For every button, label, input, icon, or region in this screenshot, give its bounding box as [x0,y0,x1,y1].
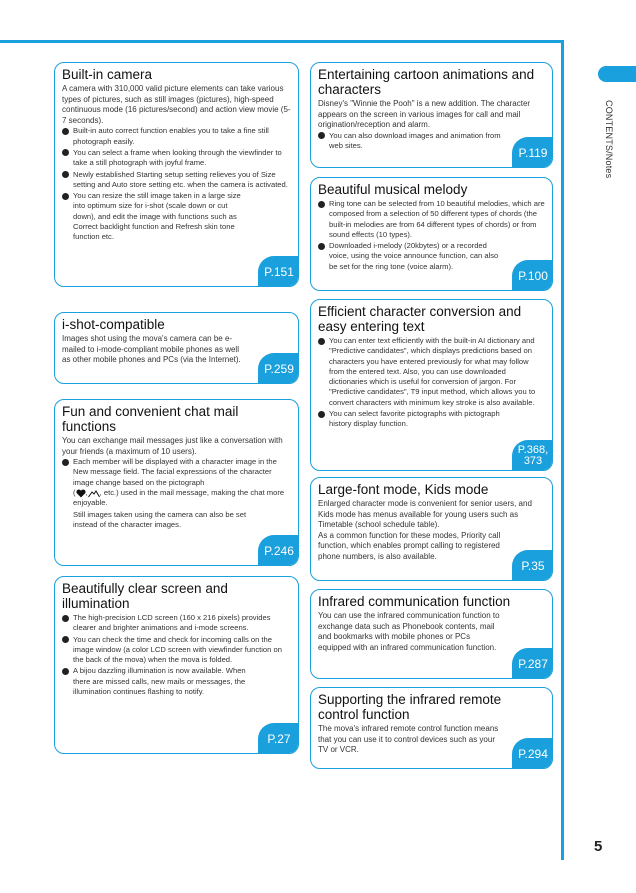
page-ref-badge[interactable]: P.246 [258,535,299,566]
page-ref-badge[interactable]: P.27 [258,723,299,754]
feature-bullet: You can also download images and animation from web sites. [318,131,545,152]
feature-box-chat-mail [54,399,299,566]
feature-bullet: Downloaded i-melody (20kbytes) or a recorded voice, using the voice announce function, can also be set for the ring tone (voice alarm). [318,241,545,272]
feature-bullet: You can enter text efficiently with the built-in AI dictionary and "Predictive candidates", which displays predictions based on characters you have entered previously for what may follow from the entered text. Also, you can use downloaded dictionaries which is useful for conversion of jargon. For "Predictive candidates", T9 input method, which allows you to convert characters with minimum key stroke is also available. [318,336,545,408]
feature-body: The mova's infrared remote control function means that you can use it to control devices such as your TV or VCR. [318,724,499,755]
feature-body: Enlarged character mode is convenient for senior users, and Kids mode has menus available for young users such as Timetable (school schedule table). [318,499,532,530]
bullet-icon [62,171,69,178]
page-ref-badge[interactable]: P.119 [512,137,553,168]
feature-title: Fun and convenient chat mail functions [62,404,239,434]
page-number: 5 [594,838,603,855]
feature-body: Images shot using the mova's camera can be e-mailed to i-mode-compliant mobile phones as well as other mobile phones and PCs (via the Internet). [62,334,241,365]
feature-bullet: Ring tone can be selected from 10 beautiful melodies, which are composed from a selection of 50 different types of chords (the built-in melodies are from 64 different types of chords) or from sound effects (10 types). [318,199,545,240]
feature-bullet: You can check the time and check for incoming calls on the image window (a color LCD screen with viewfinder function on the back of the mova) when the mova is folded. [62,635,291,666]
feature-box-infrared-communication [310,589,553,679]
page-ref-badge[interactable]: P.287 [512,648,553,679]
bullet-icon [62,459,69,466]
feature-title: Beautifully clear screen and illumination [62,581,228,611]
bullet-icon [62,128,69,135]
feature-body: You can exchange mail messages just like a conversation with your friends (a maximum of 10 users). [62,436,283,456]
feature-bullet: Built-in auto correct function enables you to take a fine still photograph easily. [62,126,291,147]
feature-bullet: You can select a frame when looking through the viewfinder to take a still photograph with joyful frame. [62,148,291,169]
feature-box-i-shot [54,312,299,384]
feature-bullet: A bijou dazzling illumination is now available. When there are missed calls, new mails or messages, the illumination continues flashing to notify. [62,666,291,697]
feature-bullet: Newly established Starting setup setting relieves you of Size setting and Auto store setting etc. when the camera is activated. [62,170,291,191]
feature-bullet: You can select favorite pictographs with pictograph history display function. [318,409,545,430]
bullet-icon [62,615,69,622]
feature-bullet: Each member will be displayed with a character image in the New message field. The facial expressions of the character image change based on the pictograph ( , , etc.) used in the mail message, making the chat more enjoyable. [62,457,291,508]
page-ref-badge[interactable]: P.259 [258,353,299,384]
bullet-icon [62,193,69,200]
bullet-icon [62,668,69,675]
page-ref-badge[interactable]: P.35 [512,550,553,581]
feature-note: Still images taken using the camera can also be set instead of the character images. [73,509,247,529]
feature-body: You can use the infrared communication function to exchange data such as Phonebook contents, mail and bookmarks with mobile phones or PCs equipped with an infrared communication function. [318,611,500,652]
bullet-icon [318,243,325,250]
feature-box-infrared-remote [310,687,553,769]
frame-right-rule [561,40,564,860]
page-ref-badge[interactable]: P.294 [512,738,553,769]
page-ref-badge[interactable]: P.100 [512,260,553,291]
feature-box-cartoon [310,62,553,168]
feature-box-clear-screen [54,576,299,754]
feature-title: Efficient character conversion and easy entering text [318,304,522,334]
feature-body: Disney's "Winnie the Pooh" is a new addition. The character appears on the screen in various images for call and mail origination/reception and alarm. [318,99,531,130]
feature-title: Built-in camera [62,67,153,82]
page-ref-badge[interactable]: P.151 [258,256,299,287]
feature-body: A camera with 310,000 valid picture elements can take various types of pictures, such as still images (pictures), high-speed continuous mode (16 pictures/second) and action view movie (5-7 seconds). [62,84,291,125]
feature-bullet: The high-precision LCD screen (160 x 216 pixels) provides clearer and brighter animations and i-mode screens. [62,613,291,634]
feature-box-melody [310,177,553,291]
bullet-icon [318,201,325,208]
bullet-icon [318,338,325,345]
bullet-icon [62,636,69,643]
feature-title: Entertaining cartoon animations and characters [318,67,535,97]
page-ref-badge[interactable]: P.368, 373 [512,440,553,471]
feature-body-2: As a common function for these modes, Priority call function, which enables prompt calling to registered phone numbers, is also available. [318,530,501,561]
feature-box-character-conversion [310,299,553,471]
feature-box-large-font [310,477,553,581]
feature-box-built-in-camera [54,62,299,287]
bullet-icon [62,149,69,156]
feature-title: i-shot-compatible [62,317,165,332]
mountain-icon [88,489,100,498]
feature-title: Infrared communication function [318,594,511,609]
bullet-icon [318,132,325,139]
feature-title: Large-font mode, Kids mode [318,482,489,497]
feature-bullet: You can resize the still image taken in a large size into optimum size for i-shot (scale down or cut down), and edit the image with functions such as Correct backlight function and Refresh skin tone function etc. [62,191,291,242]
feature-title: Supporting the infrared remote control function [318,692,502,722]
section-side-label: CONTENTS/Notes [604,100,614,179]
frame-top-rule [0,40,564,43]
heart-icon [76,489,86,498]
feature-title: Beautiful musical melody [318,182,468,197]
section-tab[interactable] [598,66,636,82]
bullet-icon [318,411,325,418]
